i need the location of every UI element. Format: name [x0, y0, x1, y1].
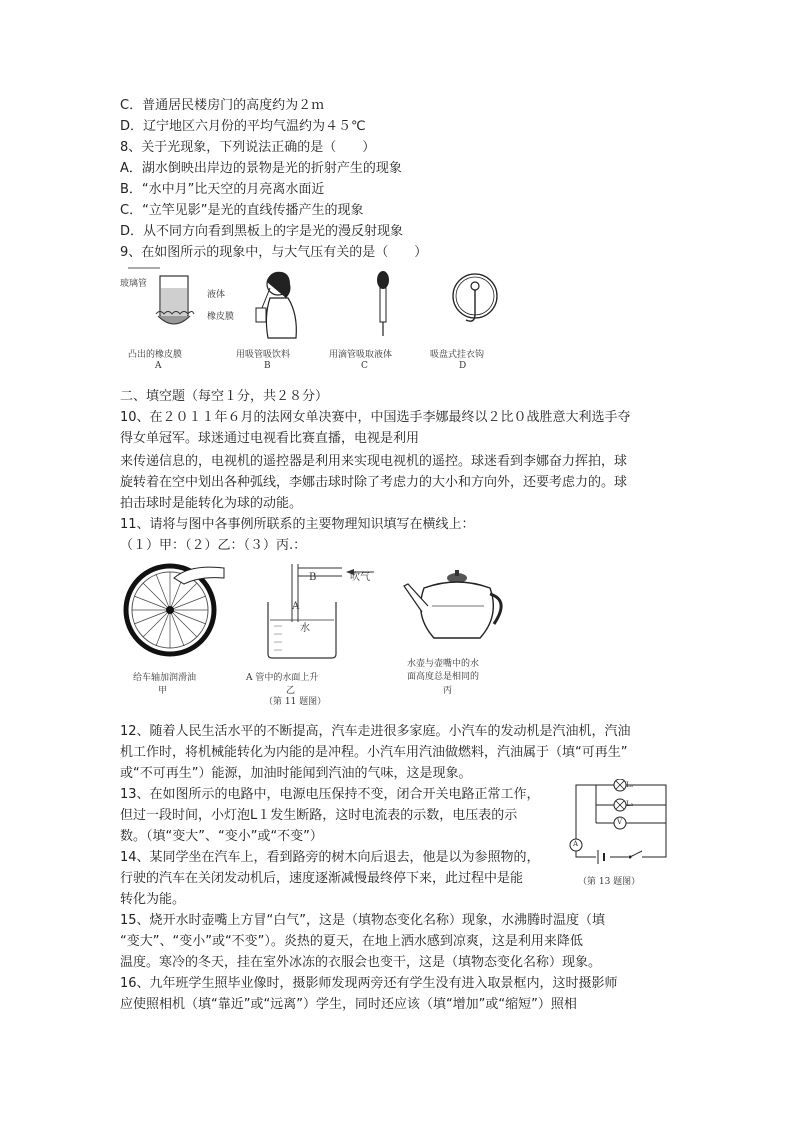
q11-label-blow: 吹气	[350, 572, 370, 583]
q11-caption-bing-2: 面高度总是相同的	[407, 672, 480, 682]
q11-label-water: 水	[300, 623, 310, 634]
q7-option-c: C．普通居民楼房门的高度约为２ｍ	[120, 98, 325, 113]
q11-line-1: 11、请将与图中各事例所联系的主要物理知识填写在横线上：	[120, 517, 475, 532]
q12-line-3: 或“不可再生”）能源，加油时能闻到汽油的气味，这是现象。	[120, 766, 472, 781]
q15-line-1: 15、烧开水时壶嘴上方冒“白气”，这是（填物态变化名称）现象，水沸腾时温度（填	[120, 913, 606, 928]
q9-label-tube: 玻璃管	[120, 279, 148, 289]
q10-line-3: 来传递信息的，电视机的遥控器是利用来实现电视机的遥控。球迷看到李娜奋力挥拍，球	[120, 454, 628, 469]
q11-caption-jia-1: 给车轴加润滑油	[133, 673, 197, 683]
q13-figure-caption: （第 13 题图）	[578, 877, 641, 887]
q8-stem: 8、关于光现象，下列说法正确的是（ ）	[120, 140, 376, 155]
q9-caption-b: 用吸管吸饮料	[236, 350, 291, 360]
q9-figure-c	[368, 270, 398, 340]
q8-option-b: B．“水中月”比天空的月亮离水面近	[120, 182, 325, 197]
q16-line-1: 16、九年班学生照毕业像时，摄影师发现两旁还有学生没有进入取景框内，这时摄影师	[120, 976, 618, 991]
q12-line-2: 机工作时，将机械能转化为内能的是冲程。小汽车用汽油做燃料，汽油属于（填“可再生”	[120, 745, 628, 760]
q9-letter-a: A	[155, 361, 162, 371]
q11-figure-bing	[402, 566, 512, 646]
q13-line-2: 但过一段时间，小灯泡L１发生断路，这时电流表的示数，电压表的示	[120, 808, 518, 823]
q8-option-c: C．“立竿见影”是光的直线传播产生的现象	[120, 203, 364, 218]
q13-label-l1: L₁	[626, 781, 634, 789]
q9-figure-d	[450, 268, 500, 338]
q9-caption-a: 凸出的橡皮膜	[128, 350, 183, 360]
q13-line-1: 13、在如图所示的电路中，电源电压保持不变，闭合开关电路正常工作，	[120, 787, 540, 802]
q11-label-b: B	[309, 572, 317, 583]
section-2-heading: 二、填空题（每空１分，共２８分）	[120, 389, 329, 404]
q9-caption-d: 吸盘式挂衣钩	[430, 350, 485, 360]
q9-figure-b	[250, 268, 310, 340]
q14-line-1: 14、某同学坐在汽车上，看到路旁的树木向后退去，他是以为参照物的，	[120, 850, 540, 865]
q9-label-membrane: 橡皮膜	[207, 312, 235, 322]
q9-letter-d: D	[459, 361, 467, 371]
q9-label-liquid: 液体	[207, 290, 226, 300]
q15-line-2: “变大”、“变小”或“不变”）。炎热的夏天，在地上洒水感到凉爽，这是利用来降低	[120, 934, 583, 949]
q13-label-v: V	[617, 818, 623, 826]
q9-caption-c: 用滴管吸取液体	[329, 350, 393, 360]
q11-caption-yi-2: 乙	[286, 686, 296, 696]
q11-caption-bing-3: 丙	[443, 686, 453, 696]
q10-line-2: 得女单冠军。球迷通过电视看比赛直播，电视是利用	[120, 431, 420, 446]
q10-line-4: 旋转着在空中划出各种弧线，李娜击球时除了考虑力的大小和方向外，还要考虑力的。球	[120, 475, 628, 490]
q7-option-d: D．辽宁地区六月份的平均气温约为４５℃	[120, 119, 366, 134]
q14-line-3: 转化为能。	[120, 892, 186, 907]
q12-line-1: 12、随着人民生活水平的不断提高，汽车走进很多家庭。小汽车的发动机是汽油机，汽油	[120, 724, 631, 739]
q14-line-2: 行驶的汽车在关闭发动机后，速度逐渐减慢最终停下来，此过程中是能	[120, 871, 524, 886]
q11-caption-bing-1: 水壶与壶嘴中的水	[407, 659, 480, 669]
q15-line-3: 温度。寒冷的冬天，挂在室外冰冻的衣服会也变干，这是（填物态变化名称）现象。	[120, 955, 602, 970]
q13-label-l2: L₂	[626, 800, 634, 808]
q16-line-2: 应使照相机（填“靠近”或“远离”）学生，同时还应该（填“增加”或“缩短”）照相	[120, 997, 577, 1012]
q8-option-d: D．从不同方向看到黑板上的字是光的漫反射现象	[120, 224, 404, 239]
q9-letter-b: B	[264, 361, 271, 371]
q13-line-3: 数。（填“变大”、“变小”或“不变”）	[120, 829, 323, 844]
q10-line-5: 拍击球时是能转化为球的动能。	[120, 496, 303, 511]
q11-figure-jia	[120, 560, 230, 660]
q11-caption-yi-1: A 管中的水面上升	[246, 673, 319, 683]
q10-line-1: 10、在２０１１年６月的法网女单决赛中，中国选手李娜最终以２比０战胜意大利选手夺	[120, 410, 631, 425]
q11-line-2: （１）甲：（２）乙：（３）丙.：	[120, 538, 307, 553]
q11-caption-jia-2: 甲	[158, 686, 168, 696]
q11-figure-caption: （第 11 题图）	[264, 697, 327, 707]
q8-option-a: A．湖水倒映出岸边的景物是光的折射产生的现象	[120, 161, 402, 176]
q13-label-a: A	[573, 840, 579, 848]
q9-stem: 9、在如图所示的现象中，与大气压有关的是（ ）	[120, 245, 428, 260]
q9-letter-c: C	[361, 361, 368, 371]
q11-label-a: A	[292, 601, 300, 612]
